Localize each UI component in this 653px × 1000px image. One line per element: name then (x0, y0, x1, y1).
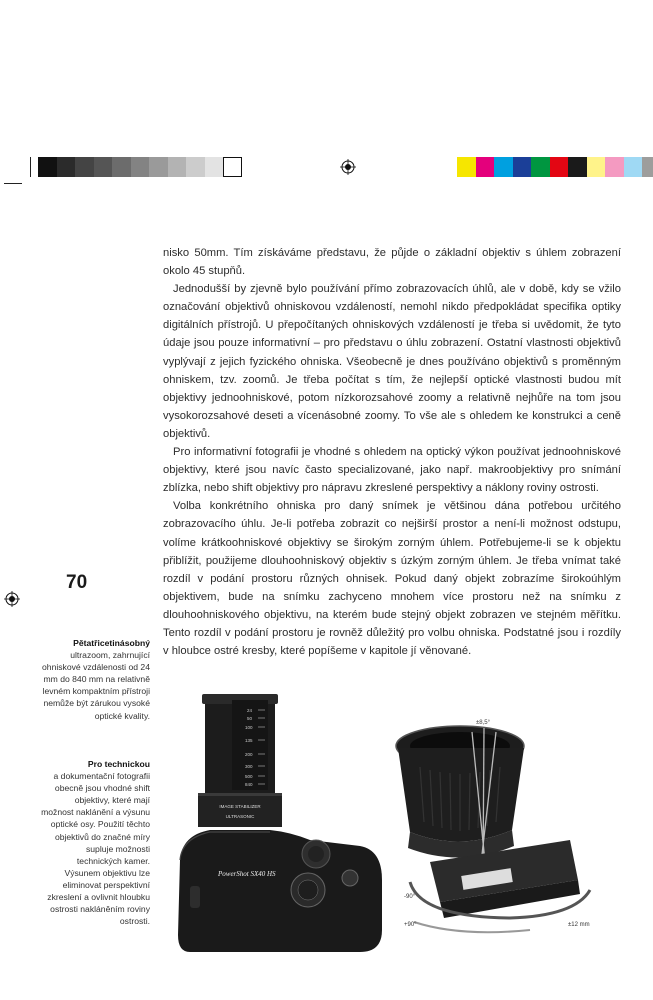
gray-swatch (168, 157, 187, 177)
caption-ultrazoom (40, 637, 150, 722)
lens-label: ULTRASONIC (225, 814, 255, 819)
zoom-scale-label: 50 (247, 716, 253, 721)
crop-mark-vertical (30, 157, 31, 177)
paragraph: Pro informativní fotografii je vhodné s ohledem na optický výkon používat jednoohniskové objektivy, které jsou navíc často specializované, jako např. makroobjektivy pro snímání zblízka, nebo shift objektivy pro nápravu zkreslené perspektivy a náklony roviny ostrosti. (163, 446, 621, 495)
gray-swatch (57, 157, 76, 177)
gray-swatch (38, 157, 57, 177)
color-swatch (605, 157, 624, 177)
gray-swatch (75, 157, 94, 177)
crop-mark (4, 183, 22, 184)
zoom-scale-label: 840 (245, 782, 253, 787)
color-swatch (476, 157, 495, 177)
page-number: 70 (66, 572, 88, 593)
shift-label: ±12 mm (568, 922, 590, 928)
paragraph: Volba konkrétního ohniska pro daný snímek je většinou dána potřebou určitého zobrazovacího úhlu. Je-li potřeba zobrazit co nejširší prostor a není-li možnost odstupu, volíme krátkoohniskové objektivy se širokým zorným úhlem. Potřebujeme-li se k objektu přiblížit, použijeme dlouhoohniskový objektiv s úzkým zorným úhlem. Je třeba vnímat také rozdíl v podání prostoru různých ohnisek. Pokud daný objekt zobrazíme širokoúhlým objektivem, bude na snímku zachyceno mnohem více prostoru než na snímku z dlouhoohniskového objektivu, na kterém bude stejný objekt zobrazen ve stejném měřítku. Tento rozdíl v podání prostoru je rovněž důležitý pro volbu ohniska. Podstatné jsou i rozdíly v hloubce ostré kresby, které popíšeme v kapitole jí věnované. (163, 500, 621, 658)
gray-swatch (149, 157, 168, 177)
caption-text: a dokumentační fotografii obecně jsou vhodné shift objektivy, které mají možnost naklánění a výsunu optické osy. Použití těchto objektivů do značné míry supluje možnosti technických kamer. Výsunem objektivu lze eliminovat perspektivní zkreslení a ovlivnit hloubku ostrosti nakláněním roviny ostrosti. (41, 771, 150, 927)
caption-shift-lens (40, 758, 150, 927)
color-swatch (457, 157, 476, 177)
caption-text: ultrazoom, zahrnující ohniskové vzdálenosti od 24 mm do 840 mm na relativně levném kompaktním přístroji nemůže být zárukou vysoké optické kvality. (42, 650, 150, 721)
caption-title: Pro technickou (87, 759, 150, 769)
registration-mark-icon (4, 591, 20, 607)
article-body (163, 244, 621, 660)
lens-label: IMAGE STABILIZER (219, 804, 261, 809)
color-calibration-bar (457, 157, 653, 177)
zoom-scale-label: 500 (245, 774, 253, 779)
caption-title: Pětatřicetinásobný (73, 638, 150, 648)
zoom-scale-label: 100 (245, 725, 253, 730)
zoom-scale-label: 24 (247, 708, 253, 713)
color-swatch (513, 157, 532, 177)
color-swatch (642, 157, 653, 177)
rotation-label: +90° (404, 922, 417, 928)
rotation-label: -90° (404, 894, 416, 900)
gray-swatch (223, 157, 242, 177)
paragraph: Jednodušší by zjevně bylo používání přímo zobrazovacích úhlů, ale v době, kdy se vžilo označování objektivů ohniskovou vzdáleností, nemohl nikdo předpokládat specifika optiky digitálních přístrojů. U přepočítaných ohniskových vzdáleností je třeba si uvědomit, že tyto údaje jsou pouze informativní – pro představu o úhlu zobrazení. Ostatní vlastnosti objektivů vyplývají z jejich fyzického ohniska. Všeobecně je dnes používáno objektivů s proměnným ohniskem, tzv. zoomů. Je třeba počítat s tím, že nejlepší optické vlastnosti budou mít objektivy jednoohniskové, potom nízkorozsahové zoomy a relativně nejhůře na tom jsou vysokorozsahové deseti a vícenásobné zoomy. To vše ale s ohledem ke konstrukci a ceně objektivů. (163, 283, 621, 440)
camera-model-label: PowerShot SX40 HS (218, 870, 276, 878)
gray-swatch (205, 157, 224, 177)
grayscale-calibration-bar (38, 157, 242, 177)
color-swatch (568, 157, 587, 177)
tilt-label: ±8,5° (476, 720, 491, 726)
zoom-scale-label: 300 (245, 764, 253, 769)
color-swatch (550, 157, 569, 177)
gray-swatch (112, 157, 131, 177)
zoom-scale-label: 200 (245, 752, 253, 757)
color-swatch (531, 157, 550, 177)
gray-swatch (186, 157, 205, 177)
gray-swatch (94, 157, 113, 177)
camera-photo (170, 690, 390, 960)
paragraph: nisko 50mm. Tím získáváme představu, že půjde o základní objektiv s úhlem zobrazení okolo 45 stupňů. (163, 247, 621, 278)
color-swatch (587, 157, 606, 177)
tilt-shift-lens-photo (390, 712, 620, 938)
registration-mark-icon (340, 159, 356, 175)
color-swatch (624, 157, 643, 177)
zoom-scale-label: 135 (245, 738, 253, 743)
gray-swatch (131, 157, 150, 177)
color-swatch (494, 157, 513, 177)
